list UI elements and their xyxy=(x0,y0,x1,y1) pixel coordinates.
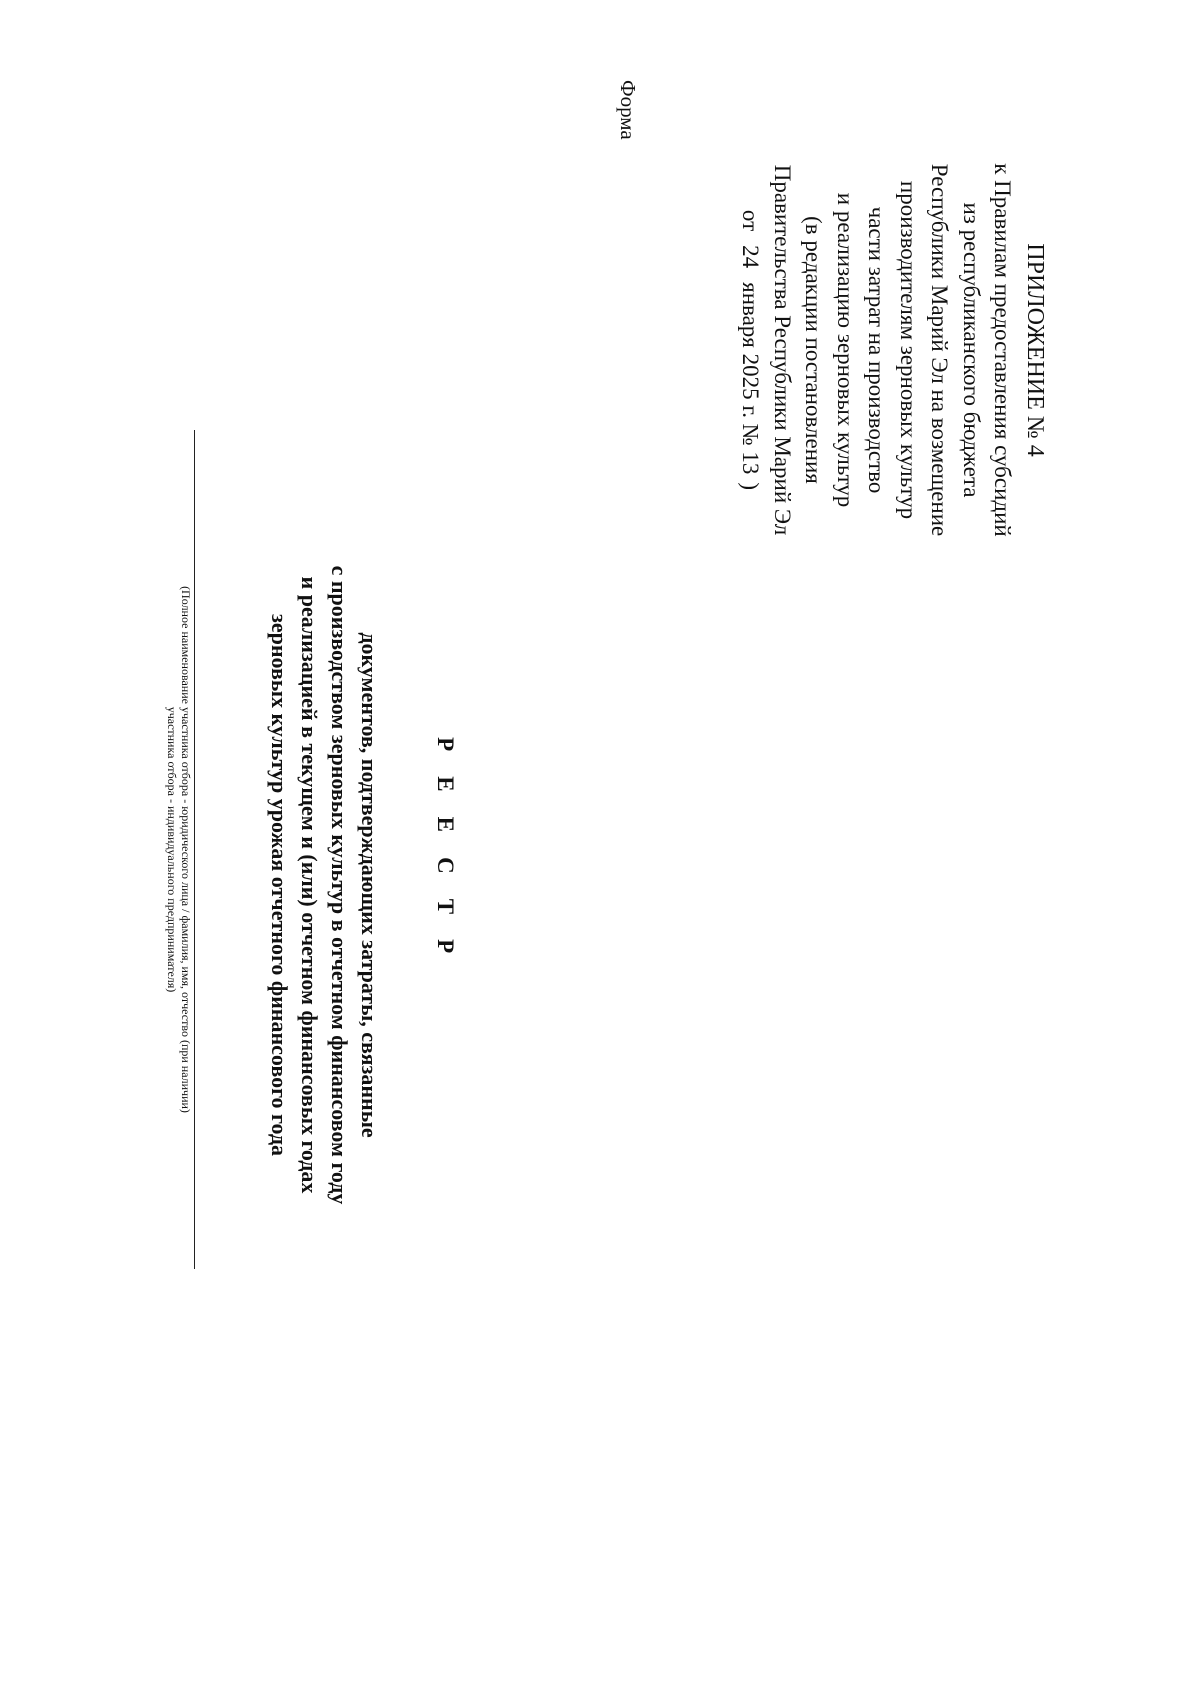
caption-line: (Полное наименование участника отбора - юридического лица / фамилия, имя, отчество (при наличии) xyxy=(179,586,193,1113)
number-label: № xyxy=(738,423,764,446)
appendix-header xyxy=(735,50,1050,650)
appendix-line: части затрат на производство xyxy=(864,206,890,494)
appendix-line: (в редакции постановления xyxy=(801,216,827,484)
appendix-number: ПРИЛОЖЕНИЕ № 4 xyxy=(1022,243,1048,457)
close-paren: ) xyxy=(738,482,764,491)
date-month-year: января 2025 г. xyxy=(738,282,764,418)
appendix-line: к Правилам предоставления субсидий xyxy=(990,163,1016,537)
caption-line: участника отбора - индивидуального предпринимателя) xyxy=(165,706,179,993)
appendix-date-line xyxy=(735,50,767,650)
appendix-line: и реализацию зерновых культур xyxy=(833,192,858,508)
registry-subtitle xyxy=(264,430,384,1340)
date-prefix: от xyxy=(738,209,764,232)
appendix-line: Республики Марий Эл на возмещение xyxy=(927,163,953,537)
form-label: Форма xyxy=(616,80,640,140)
applicant-name-caption xyxy=(165,430,193,1269)
applicant-name-line[interactable] xyxy=(194,430,195,1269)
appendix-line: производителям зерновых культур xyxy=(896,180,921,520)
decree-number: 13 xyxy=(738,451,764,475)
date-day: 24 xyxy=(738,245,764,269)
appendix-line: Правительства Республики Марий Эл xyxy=(770,164,795,536)
registry-title: Р Е Е С Т Р xyxy=(433,737,458,963)
subtitle-line: с производством зерновых культур в отчетном финансовом году xyxy=(327,565,352,1205)
appendix-line: из республиканского бюджета xyxy=(959,202,984,498)
subtitle-line: и реализацией в текущем и (или) отчетном финансовых годах xyxy=(297,576,322,1194)
subtitle-line: документов, подтверждающих затраты, связанные xyxy=(357,632,382,1138)
subtitle-line: зерновых культур урожая отчетного финансового года xyxy=(267,614,292,1156)
